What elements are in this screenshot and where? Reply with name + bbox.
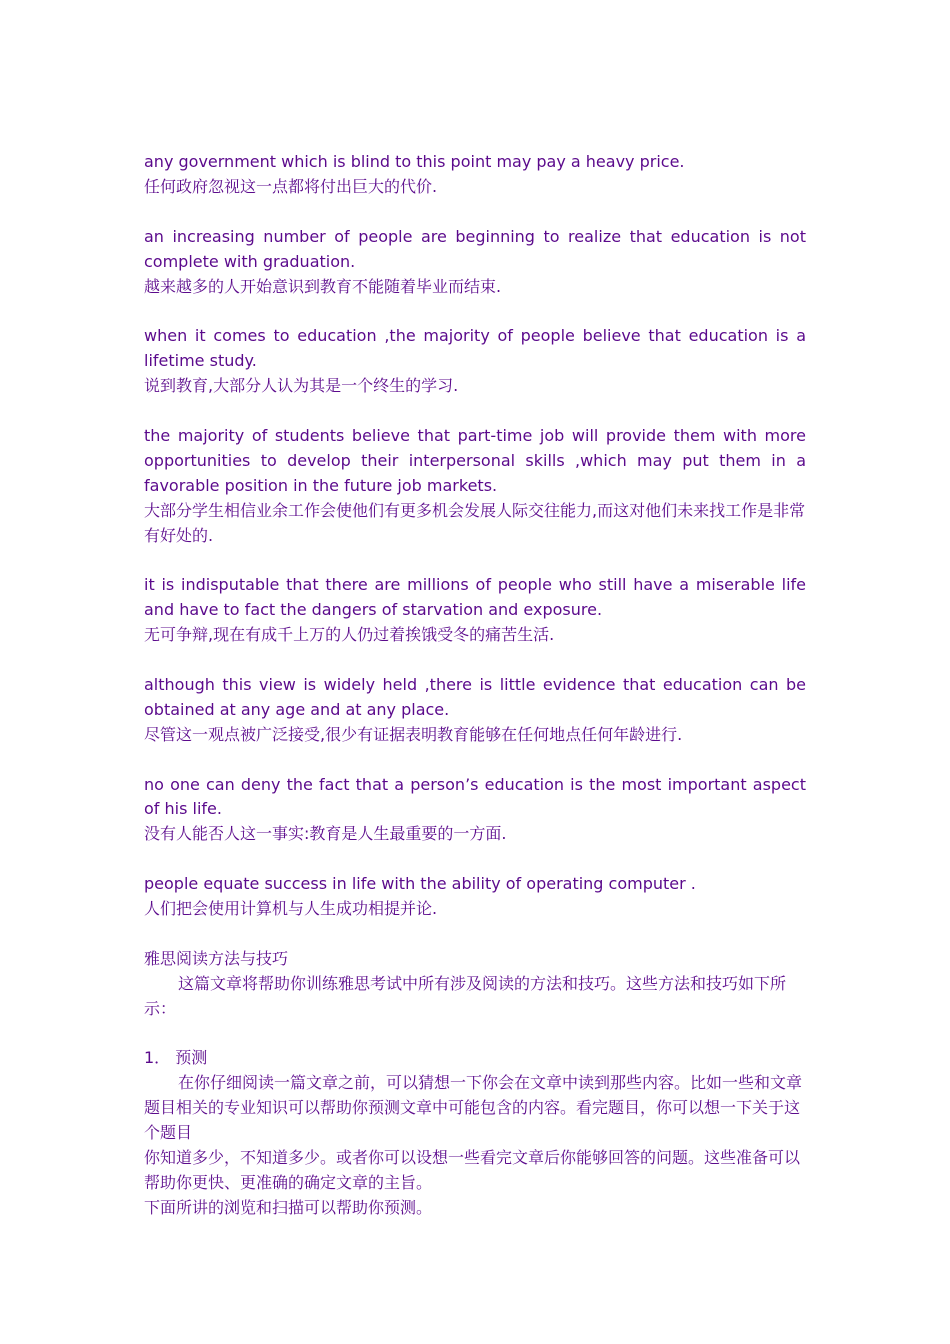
sentence-zh: 没有人能否人这一事实:教育是人生最重要的一方面. [144,824,507,844]
sentence-en: no one can deny the fact that a person’s education is the most important aspect of his life. [144,774,806,819]
sentence-en: although this view is widely held ,there is little evidence that education can be obtained at any age and at any place. [144,674,806,719]
sentence-en: when it comes to education ,the majority of people believe that education is a lifetime study. [144,326,806,371]
item-paragraph: 在你仔细阅读一篇文章之前，可以猜想一下你会在文章中读到那些内容。比如一些和文章题目相关的专业知识可以帮助你预测文章中可能包含的内容。看完题目，你可以想一下关于这个题目 [144,1073,803,1143]
sentence-zh: 任何政府忽视这一点都将付出巨大的代价. [144,176,438,196]
item-heading: 1． 预测 [144,1048,208,1068]
document-body [144,150,806,1221]
sentence-zh: 人们把会使用计算机与人生成功相提并论. [144,899,438,919]
sentence-en: an increasing number of people are beginning to realize that education is not complete with graduation. [144,226,806,271]
item-paragraph: 你知道多少，不知道多少。或者你可以设想一些看完文章后你能够回答的问题。这些准备可以帮助你更快、更准确的确定文章的主旨。 [144,1148,801,1193]
sentence-en: the majority of students believe that part-time job will provide them with more opportunities to develop their interpersonal skills ,which may put them in a favorable position in the future job markets. [144,425,806,495]
section-intro: 这篇文章将帮助你训练雅思考试中所有涉及阅读的方法和技巧。这些方法和技巧如下所示： [144,973,787,1018]
sentence-zh: 说到教育,大部分人认为其是一个终生的学习. [144,376,459,396]
sentence-en: people equate success in life with the ability of operating computer . [144,874,696,894]
item-paragraph: 下面所讲的浏览和扫描可以帮助你预测。 [144,1197,433,1217]
sentence-zh: 无可争辩,现在有成千上万的人仍过着挨饿受冬的痛苦生活. [144,625,555,645]
sentence-zh: 越来越多的人开始意识到教育不能随着毕业而结束. [144,276,502,296]
section-title: 雅思阅读方法与技巧 [144,948,289,968]
sentence-zh: 尽管这一观点被广泛接受,很少有证据表明教育能够在任何地点任何年龄进行. [144,724,683,744]
sentence-en: it is indisputable that there are millions of people who still have a miserable life and have to fact the dangers of starvation and exposure. [144,575,806,620]
sentence-zh: 大部分学生相信业余工作会使他们有更多机会发展人际交往能力,而这对他们未来找工作是非常有好处的. [144,500,806,545]
sentence-en: any government which is blind to this point may pay a heavy price. [144,152,685,171]
